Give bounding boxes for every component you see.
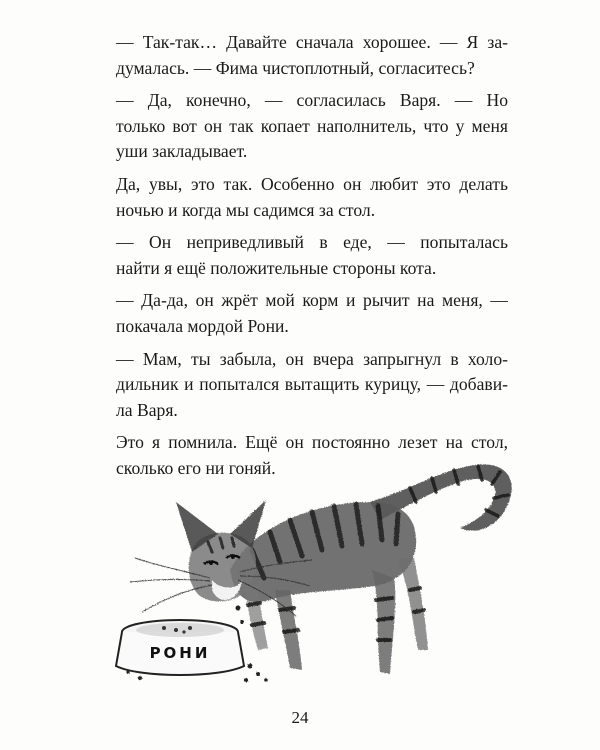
text-line: — Мам, ты забыла, он вчера запрыгнул в холо- xyxy=(116,348,508,369)
paragraph-1 xyxy=(88,30,508,81)
body-text xyxy=(88,30,508,489)
paragraph-5 xyxy=(88,288,508,339)
cat-back-leg xyxy=(372,570,395,674)
text-line: уши закладывает. xyxy=(116,141,248,162)
food-bowl xyxy=(116,620,244,675)
cat-illustration xyxy=(80,440,540,690)
text-line: думалась. — Фима чистоплотный, согласитесь? xyxy=(116,57,475,78)
text-line: ночью и когда мы садимся за стол. xyxy=(116,199,376,220)
cat-back-leg xyxy=(398,558,428,650)
paragraph-6 xyxy=(88,347,508,424)
paragraph-3 xyxy=(88,172,508,223)
text-line: только вот он так копает наполнитель, что у меня xyxy=(116,115,508,136)
text-line: покачала мордой Рони. xyxy=(116,315,289,336)
text-line: ла Варя. xyxy=(116,399,178,420)
text-line: — Так-так… Давайте сначала хорошее. — Я за- xyxy=(116,32,508,52)
text-line: Да, увы, это так. Особенно он любит это делать xyxy=(116,173,508,194)
text-line: — Он неприведливый в еде, — попыталась xyxy=(116,232,508,253)
text-line: — Да-да, он жрёт мой корм и рычит на меня, — xyxy=(116,290,508,311)
text-line: Это я помнила. Ещё он постоянно лезет на стол, xyxy=(116,432,508,453)
page-number: 24 xyxy=(291,708,309,727)
text-line: сколько его ни гоняй. xyxy=(116,457,276,478)
text-line: — Да, конечно, — согласилась Варя. — Но xyxy=(116,90,508,111)
text-line: найти я ещё положительные стороны кота. xyxy=(116,257,437,278)
bowl-label: РОНИ xyxy=(149,644,211,662)
text-line: дильник и попытался вытащить курицу, — добави- xyxy=(116,374,508,395)
paragraph-2 xyxy=(88,88,508,165)
paragraph-4 xyxy=(88,230,508,281)
